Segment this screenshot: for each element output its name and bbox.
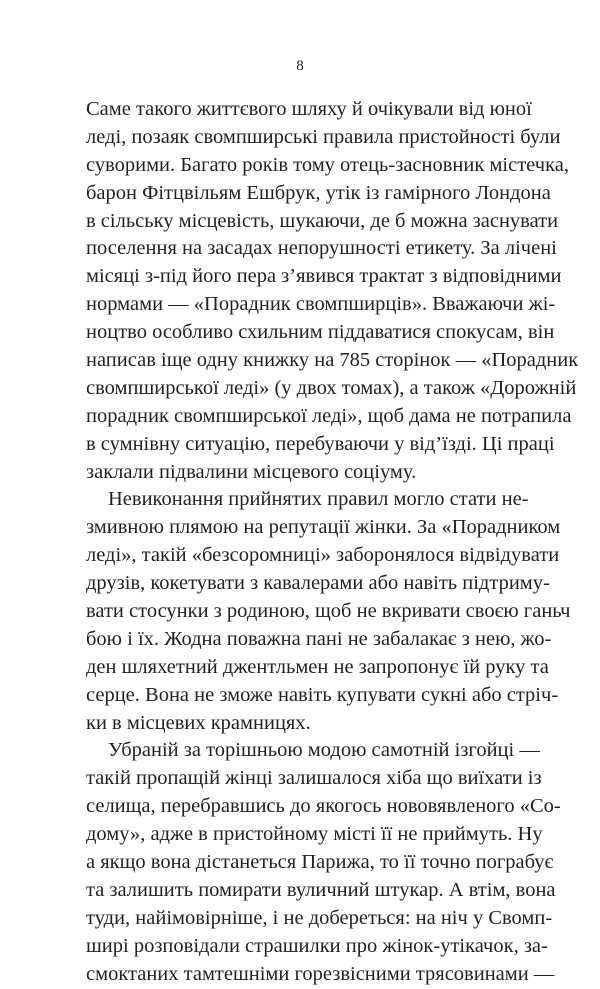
- text-line: серце. Вона не зможе навіть купувати сукні або стріч-: [86, 683, 559, 706]
- text-line: порадник свомпширської леді», щоб дама не потрапила: [86, 404, 572, 427]
- text-line: ноцтво особливо схильним піддаватися спокусам, він: [86, 321, 555, 344]
- text-line: поселення на засадах непорушності етикету. За лічені: [86, 237, 557, 260]
- text-line: бою і їх. Жодна поважна пані не забалакає з нею, жо-: [86, 627, 552, 650]
- text-line: заклали підвалини місцевого соціуму.: [86, 460, 417, 483]
- text-line: туди, найімовірніше, і не добереться: на ніч у Свомп-: [86, 906, 553, 929]
- text-line: місяці з-під його пера з’явився трактат з відповідними: [86, 265, 562, 288]
- text-line: Невиконання прийнятих правил могло стати не-: [108, 488, 529, 511]
- text-line: Убраній за торішньою модою самотній ізгойці —: [108, 739, 540, 762]
- text-line: свомпширської леді» (у двох томах), а також «Дорожній: [86, 376, 577, 399]
- text-line: барон Фітцвільям Ешбрук, утік із гамірного Лондона: [86, 181, 551, 204]
- text-line: нормами — «Порадник свомпширців». Вважаючи жі-: [86, 293, 556, 316]
- text-line: ки в місцевих крамницях.: [86, 711, 311, 734]
- text-line: та залишить помирати вуличний штукар. А втім, вона: [86, 878, 556, 901]
- paragraph: [86, 737, 561, 988]
- text-line: а якщо вона дістанеться Парижа, то її точно пограбує: [86, 851, 554, 874]
- text-line: суворими. Багато років тому отець-засновник містечка,: [86, 153, 569, 176]
- text-line: ден шляхетний джентльмен не запропонує їй руку та: [86, 655, 549, 678]
- text-line: ширі розповідали страшилки про жінок-утікачок, за-: [86, 934, 548, 957]
- text-line: вати стосунки з родиною, щоб не вкривати своєю ганьч: [86, 600, 571, 623]
- text-line: такій пропащій жінці залишалося хіба що виїхати із: [86, 767, 542, 790]
- text-line: в сумнівну ситуацію, перебуваючи у від’їзді. Ці праці: [86, 432, 555, 455]
- text-line: Саме такого життєвого шляху й очікували від юної: [86, 98, 532, 120]
- paragraph: [86, 486, 571, 737]
- text-line: дому», адже в пристойному місті її не приймуть. Ну: [86, 823, 543, 846]
- text-line: смоктаних тамтешніми горезвісними трясовинами —: [86, 962, 555, 985]
- text-line: леді, позаяк свомпширські правила пристойності були: [86, 125, 561, 148]
- text-line: леді», такій «безсоромниці» заборонялося відвідувати: [86, 544, 560, 567]
- text-line: написав іще одну книжку на 785 сторінок — «Порадник: [86, 349, 579, 372]
- text-line: в сільську місцевість, шукаючи, де б можна заснувати: [86, 209, 559, 232]
- text-line: друзів, кокетувати з кавалерами або навіть підтриму-: [86, 572, 550, 595]
- page-number: 8: [296, 58, 304, 74]
- body-text: [86, 96, 579, 989]
- text-line: змивною плямою на репутації жінки. За «Порадником: [86, 516, 561, 539]
- paragraph: [86, 96, 579, 486]
- text-line: селища, перебравшись до якогось нововявленого «Со-: [86, 795, 561, 818]
